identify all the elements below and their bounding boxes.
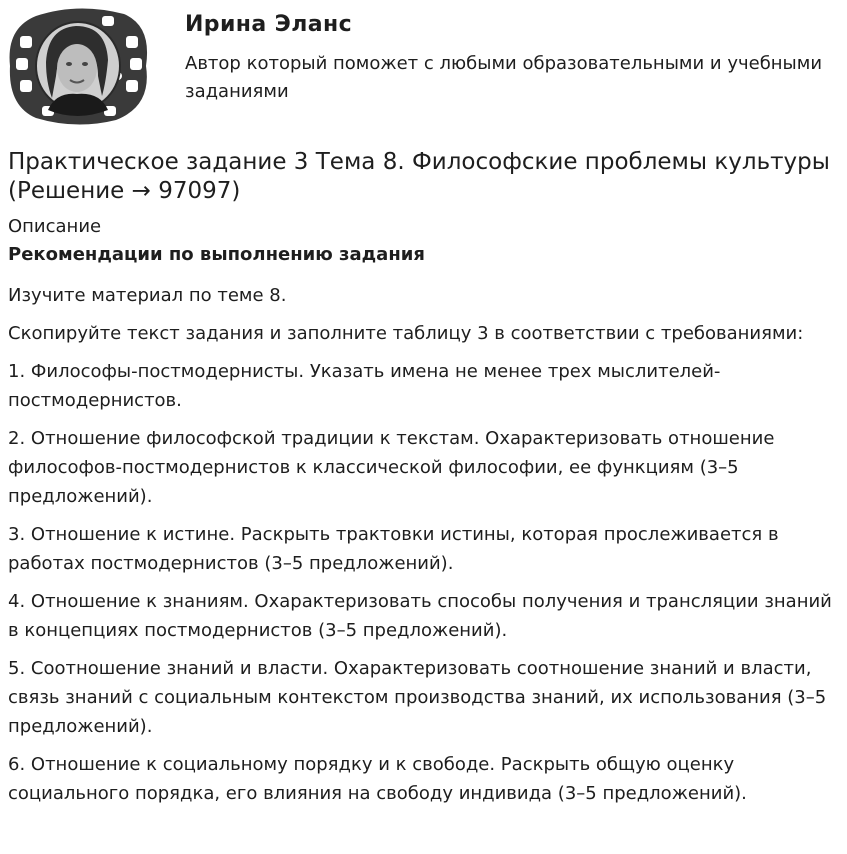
film-reel-frame-icon <box>6 6 152 126</box>
list-item: 4. Отношение к знаниям. Охарактеризовать способы получения и трансляции знаний в концепциях постмодернистов (3–5 предложений). <box>8 591 832 641</box>
author-avatar[interactable] <box>6 6 152 126</box>
author-description: Автор который поможет с любыми образовательными и учебными заданиями <box>185 53 823 102</box>
list-item: 5. Соотношение знаний и власти. Охарактеризовать соотношение знаний и власти, связь знаний с социальным контекстом производства знаний, их использования (3–5 предложений). <box>8 658 827 737</box>
author-name[interactable]: Ирина Эланс <box>185 12 353 37</box>
list-item: 1. Философы-постмодернисты. Указать имена не менее трех мыслителей-постмодернистов. <box>8 361 721 411</box>
document-body <box>8 148 840 817</box>
recommendations-heading: Рекомендации по выполнению задания <box>8 244 425 265</box>
list-item: 3. Отношение к истине. Раскрыть трактовки истины, которая прослеживается в работах постмодернистов (3–5 предложений). <box>8 524 779 574</box>
paragraph: Изучите материал по теме 8. <box>8 285 287 306</box>
list-item: 2. Отношение философской традиции к текстам. Охарактеризовать отношение философов-постмодернистов к классической философии, ее функциям (3–5 предложений). <box>8 428 775 507</box>
description-label: Описание <box>8 216 102 237</box>
document-title: Практическое задание 3 Тема 8. Философские проблемы культуры (Решение → 97097) <box>8 149 830 204</box>
author-card <box>0 0 847 130</box>
paragraph: Скопируйте текст задания и заполните таблицу 3 в соответствии с требованиями: <box>8 323 804 344</box>
list-item: 6. Отношение к социальному порядку и к свободе. Раскрыть общую оценку социального порядка, его влияния на свободу индивида (3–5 предложений). <box>8 754 747 804</box>
